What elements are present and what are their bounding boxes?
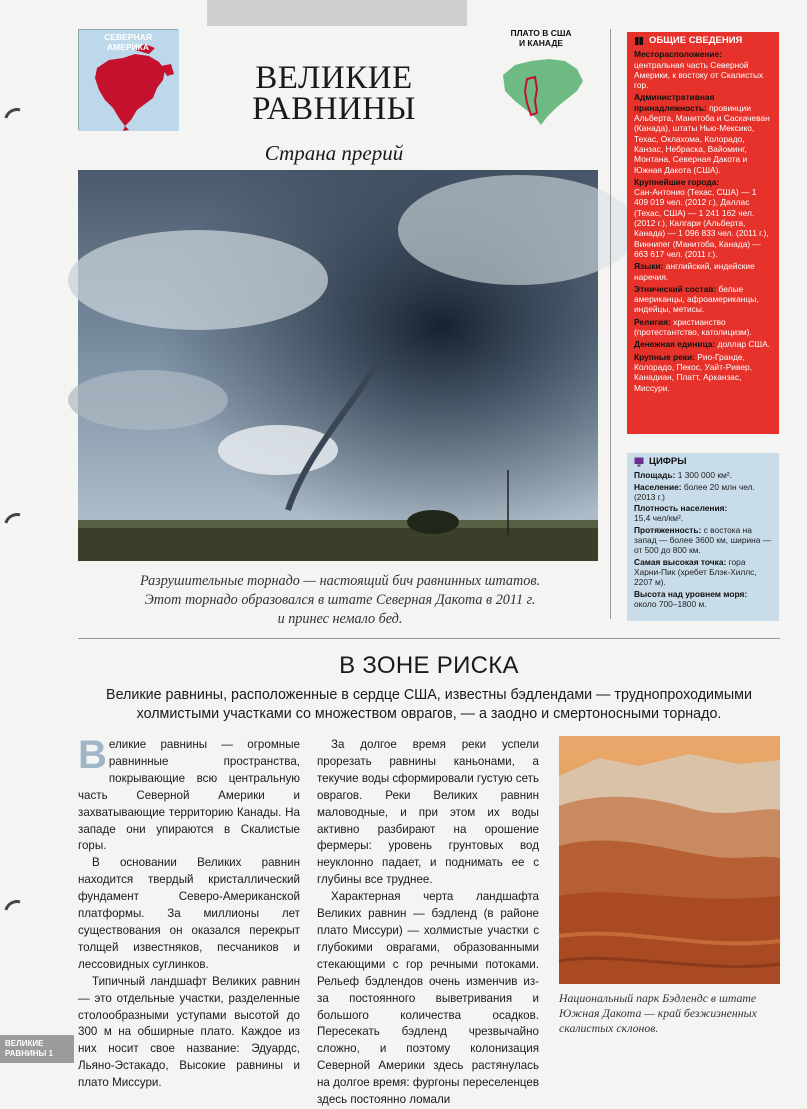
section-heading: В ЗОНЕ РИСКА <box>339 652 519 679</box>
figure-item-label: Высота над уровнем моря: <box>634 588 748 599</box>
info-item <box>634 317 772 338</box>
figure-item <box>634 470 772 480</box>
tornado-photo <box>78 170 598 561</box>
dropcap: В <box>78 733 107 777</box>
figure-item <box>634 503 772 524</box>
info-item <box>634 339 772 349</box>
main-photo-caption-line-1: Разрушительные торнадо — настоящий бич равнинных штатов. <box>139 573 541 589</box>
footer-section-tab: ВЕЛИКИЕ РАВНИНЫ 1 <box>0 1035 74 1063</box>
tornado-photo-graphic <box>78 170 598 561</box>
lead-text: Великие равнины, расположенные в сердце США, известны бэдлендами — труднопроходимыми холмистыми участками со множеством оврагов, — а заодно и смертоносными торнадо. <box>106 687 752 722</box>
info-item-text: доллар США. <box>717 339 770 350</box>
text-column-1 <box>78 733 300 1092</box>
top-tab <box>207 0 467 26</box>
info-item <box>634 284 772 315</box>
figure-item-label: Самая высокая точка: <box>634 556 727 567</box>
info-item-text: белые американцы, афроамериканцы, индейцы, метисы. <box>634 283 759 315</box>
info-item-text: провинции Альберта, Манитоба и Саскачеван (Канада), штаты Нью-Мексико, Техас, Оклахома, Колорадо, Канзас, Небраска, Вайоминг, Монтана, Северная Дакота и Южная Дакота (США). <box>634 102 770 175</box>
map-left-label: СЕВЕРНАЯ АМЕРИКА <box>104 32 152 52</box>
plateau-region-map <box>491 29 591 133</box>
badlands-photo-graphic <box>559 736 780 984</box>
figure-item-text: 15,4 чел/км². <box>634 513 684 524</box>
info-item-text: христианство (протестантство, католицизм). <box>634 316 752 338</box>
figure-item <box>634 557 772 588</box>
side-photo-caption: Национальный парк Бэдлендс в штате Южная Дакота — край безжизненных скалистых склонов. <box>559 991 757 1035</box>
info-item-label: Языки: <box>634 261 664 272</box>
main-photo-caption-line-3: и принес немало бед. <box>277 611 403 627</box>
figure-item-label: Протяженность: <box>634 524 702 535</box>
paragraph: Типичный ландшафт Великих равнин — это отдельные участки, разделенные столообразными уступами высотой до 300 м на обширные плато. Каждое из них носит свое название: Эдуардс, Льяно-Эстакадо, Высокие равнины и плато Миссури. <box>78 974 300 1090</box>
info-item-label: Крупнейшие города: <box>634 176 720 187</box>
info-item <box>634 261 772 282</box>
page-subtitle: Страна прерий <box>264 141 404 165</box>
info-item-text: Рио-Гранде, Колорадо, Пекос, Уайт-Ривер, Канадиан, Платт, Арканзас, Миссури. <box>634 351 752 393</box>
title-line-2: РАВНИНЫ <box>252 91 416 127</box>
info-item-label: Административная принадлежность: <box>634 92 715 113</box>
info-item <box>634 92 772 174</box>
figure-item-label: Плотность населения: <box>634 503 728 514</box>
figure-item <box>634 482 772 503</box>
figure-item-text: около 700–1800 м. <box>634 598 707 609</box>
main-photo-caption <box>90 572 590 629</box>
paragraph-text: еликие равнины — огромные равнинные пространства, покрывающие всю центральную часть Северной Америки и захватывающие территорию Канады. На западе они упираются в Скалистые горы. <box>78 738 300 853</box>
figure-item-text: с востока на запад — более 3600 км, ширина — от 500 до 800 км. <box>634 524 772 556</box>
info-item-text: английский, индейские наречия. <box>634 261 755 282</box>
info-item-text: Сан-Антонио (Техас, США) — 1 409 019 чел. (2012 г.), Даллас (Техас, США) — 1 241 162 чел. (2012 г.), Калгари (Альберта, Канада) — 1 096 833 чел. (2011 г.), Виннипег (Манитоба, Канада) — 663 617 чел. (2011 г.). <box>634 187 769 259</box>
title-line-1: ВЕЛИКИЕ <box>255 60 413 96</box>
info-item-text: центральная часть Северной Америки, к востоку от Скалистых гор. <box>634 59 764 91</box>
info-item-label: Этнический состав: <box>634 283 717 294</box>
info-item <box>634 177 772 259</box>
figure-item-text: 1 300 000 км². <box>677 470 732 481</box>
binder-hole-middle <box>0 508 35 544</box>
figure-item-text: более 20 млн чел. (2013 г.) <box>634 481 755 502</box>
figure-item-text: гора Харни-Пик (хребет Блэк-Хиллс, 2207 м). <box>634 556 757 588</box>
text-column-2 <box>317 737 539 1109</box>
badlands-photo <box>559 736 780 984</box>
map-right-label: ПЛАТО В США И КАНАДЕ <box>510 28 572 48</box>
general-info-box <box>627 32 779 434</box>
figure-item-label: Население: <box>634 481 682 492</box>
north-america-map <box>78 29 178 130</box>
binder-hole-bottom <box>0 895 35 931</box>
figures-box <box>627 453 779 621</box>
paragraph: За долгое время реки успели прорезать равнины каньонами, а текучие воды сформировали густую сеть оврагов. Реки Великих равнин маловодные, и при этом их воды активно разбирают на орошение фермеры: уровень грунтовых вод неуклонно падает, и поднимать ее с глубины все труднее. <box>317 738 539 887</box>
info-item-label: Денежная единица: <box>634 339 716 350</box>
section-divider <box>78 638 780 639</box>
figure-item <box>634 589 772 610</box>
paragraph: В основании Великих равнин находится твердый кристаллический фундамент Северо-Американской платформы. За миллионы лет существования он оказался перекрыт толщей известняков, песчаников и лессовидных суглинков. <box>78 856 300 971</box>
figure-item-label: Площадь: <box>634 470 676 481</box>
binder-hole-top <box>0 103 35 139</box>
info-item <box>634 352 772 393</box>
paragraph: Характерная черта ландшафта Великих равнин — бэдленд (в районе плато Миссури) — холмистые участки с глубокими оврагами, образованными стекающими с гор речными потоками. Рельеф бэдлендов очень изменчив из-за постоянного выветривания и большого количества осадков. Пересекать бэдленд чрезвычайно сложно, и поэтому колонизация Северной Америки здесь растянулась на долгое время: фургоны переселенцев здесь постоянно ломали <box>317 890 539 1107</box>
page-title <box>200 60 468 127</box>
paragraph <box>78 733 300 855</box>
figures-heading-text: ЦИФРЫ <box>649 456 687 467</box>
info-item-label: Месторасположение: <box>634 49 723 60</box>
column-divider <box>610 29 611 619</box>
figure-item <box>634 525 772 556</box>
figures-heading <box>634 457 772 467</box>
general-info-heading-text: ОБЩИЕ СВЕДЕНИЯ <box>649 35 743 46</box>
general-info-heading <box>634 36 772 46</box>
info-item-label: Религия: <box>634 316 671 327</box>
info-item <box>634 49 772 90</box>
info-item-label: Крупные реки: <box>634 351 695 362</box>
main-photo-caption-line-2: Этот торнадо образовался в штате Северная Дакота в 2011 г. <box>144 592 536 608</box>
monitor-icon <box>634 457 644 467</box>
book-icon <box>634 36 644 46</box>
